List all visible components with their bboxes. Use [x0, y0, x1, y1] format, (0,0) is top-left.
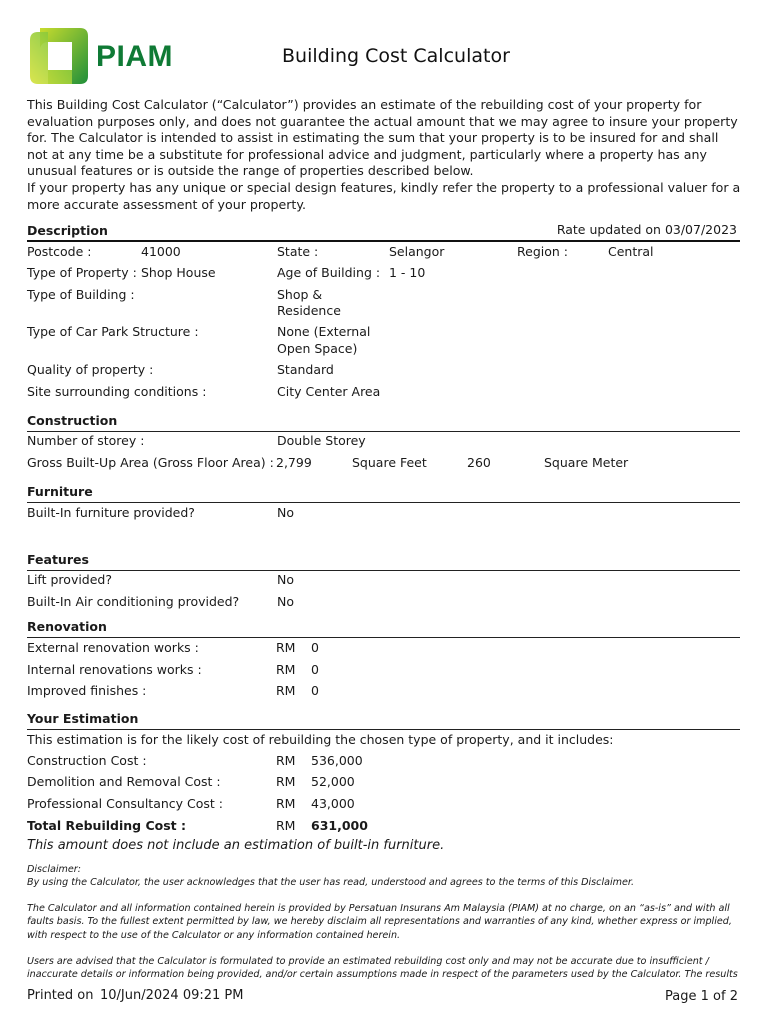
building-type-value-line2: Residence: [277, 303, 341, 318]
carpark-value-line2: Open Space): [277, 341, 358, 356]
printed-on-label: Printed on: [27, 988, 94, 1003]
aircon-label: Built-In Air conditioning provided?: [27, 594, 240, 609]
printed-on-date: 10/Jun/2024 09:21 PM: [100, 988, 244, 1003]
external-renovation-label: External renovation works :: [27, 640, 199, 655]
gba-sqft-value: 2,799: [276, 455, 312, 470]
quality-label: Quality of property :: [27, 362, 154, 377]
storey-value: Double Storey: [277, 433, 366, 448]
builtin-furniture-label: Built-In furniture provided?: [27, 505, 195, 520]
divider: [27, 240, 740, 242]
intro-paragraph-2: If your property has any unique or special design features, kindly refer the property to a professional valuer for a more accurate assessment of your property.: [27, 179, 741, 212]
disclaimer-paragraph-1: By using the Calculator, the user acknowledges that the user has read, understood and agrees to the terms of this Disclaimer.: [27, 877, 635, 889]
improved-finishes-currency: RM: [276, 683, 296, 698]
section-heading-renovation: Renovation: [27, 619, 107, 634]
property-type-value: Shop House: [141, 265, 216, 280]
disclaimer-block-2: [27, 902, 742, 942]
carpark-value-line1: None (External: [277, 324, 371, 339]
gba-sqm-unit: Square Meter: [544, 455, 629, 470]
construction-cost-label: Construction Cost :: [27, 753, 147, 768]
brand-name: PIAM: [96, 40, 173, 73]
age-label: Age of Building :: [277, 265, 381, 280]
improved-finishes-label: Improved finishes :: [27, 683, 147, 698]
lift-label: Lift provided?: [27, 572, 113, 587]
lift-value: No: [277, 572, 294, 587]
construction-cost-value: 536,000: [311, 753, 363, 768]
site-value: City Center Area: [277, 384, 381, 399]
divider: [27, 570, 740, 571]
rate-updated: Rate updated on 03/07/2023: [556, 222, 737, 237]
state-label: State :: [277, 244, 319, 259]
total-cost-label: Total Rebuilding Cost :: [27, 818, 186, 833]
divider: [27, 729, 740, 730]
divider: [27, 502, 740, 503]
construction-cost-currency: RM: [276, 753, 296, 768]
internal-renovation-currency: RM: [276, 662, 296, 677]
storey-label: Number of storey :: [27, 433, 145, 448]
page-title: Building Cost Calculator: [282, 45, 510, 67]
section-heading-construction: Construction: [27, 413, 118, 428]
age-value: 1 - 10: [389, 265, 426, 280]
section-heading-estimation: Your Estimation: [27, 711, 139, 726]
building-type-value-line1: Shop &: [277, 287, 323, 302]
gba-label: Gross Built-Up Area (Gross Floor Area) :: [27, 455, 274, 470]
disclaimer-paragraph-3: Users are advised that the Calculator is formulated to provide an estimated rebuilding cost only and may not be accurate due to insufficient / inaccurate details or information being provided, and/or certain assumptions made in respect of the parameters used by the Calculator. The results: [27, 956, 738, 981]
internal-renovation-value: 0: [311, 662, 319, 677]
building-type-label: Type of Building :: [27, 287, 135, 302]
external-renovation-currency: RM: [276, 640, 296, 655]
section-heading-furniture: Furniture: [27, 484, 93, 499]
postcode-value: 41000: [141, 244, 181, 259]
page-number: Page 1 of 2: [665, 989, 738, 1004]
external-renovation-value: 0: [311, 640, 319, 655]
divider: [27, 431, 740, 432]
consultancy-cost-currency: RM: [276, 796, 296, 811]
section-heading-features: Features: [27, 552, 89, 567]
divider: [27, 637, 740, 638]
site-label: Site surrounding conditions :: [27, 384, 207, 399]
disclaimer-heading: Disclaimer:: [27, 864, 81, 875]
postcode-label: Postcode :: [27, 244, 92, 259]
demolition-cost-label: Demolition and Removal Cost :: [27, 774, 221, 789]
estimation-intro: This estimation is for the likely cost of rebuilding the chosen type of property, and it includes:: [27, 732, 614, 747]
demolition-cost-currency: RM: [276, 774, 296, 789]
aircon-value: No: [277, 594, 294, 609]
total-cost-value: 631,000: [311, 818, 368, 833]
section-heading-description: Description: [27, 223, 108, 238]
region-label: Region :: [517, 244, 568, 259]
consultancy-cost-value: 43,000: [311, 796, 355, 811]
total-cost-currency: RM: [276, 818, 296, 833]
furniture-exclusion-note: This amount does not include an estimation of built-in furniture.: [27, 838, 445, 853]
intro-paragraph-1: This Building Cost Calculator (“Calculator”) provides an estimate of the rebuilding cost of your property for evaluation purposes only, and does not guarantee the actual amount that we may agree to insure your property for. The Calculator is intended to assist in estimating the sum that your property is to be insured for and shall not at any time be a substitute for professional advice and judgment, particularly where a property has any unusual features or is outside the range of properties described below.: [27, 97, 738, 179]
builtin-furniture-value: No: [277, 505, 294, 520]
demolition-cost-value: 52,000: [311, 774, 355, 789]
quality-value: Standard: [277, 362, 334, 377]
carpark-label: Type of Car Park Structure :: [27, 324, 199, 339]
improved-finishes-value: 0: [311, 683, 319, 698]
intro-text: [27, 97, 741, 213]
state-value: Selangor: [389, 244, 445, 259]
disclaimer-block-3: [27, 955, 742, 982]
disclaimer: [27, 863, 742, 890]
gba-sqm-value: 260: [467, 455, 491, 470]
gba-sqft-unit: Square Feet: [352, 455, 427, 470]
piam-logo-icon: [28, 26, 90, 90]
internal-renovation-label: Internal renovations works :: [27, 662, 202, 677]
disclaimer-paragraph-2: The Calculator and all information contained herein is provided by Persatuan Insurans Am Malaysia (PIAM) at no charge, on an “as-is” and with all faults basis. To the fullest extent permitted by law, we hereby disclaim all representations and warranties of any kind, whether express or implied, with respect to the use of the Calculator or any information contained herein.: [27, 903, 732, 941]
property-type-label: Type of Property :: [27, 265, 137, 280]
region-value: Central: [608, 244, 654, 259]
consultancy-cost-label: Professional Consultancy Cost :: [27, 796, 224, 811]
